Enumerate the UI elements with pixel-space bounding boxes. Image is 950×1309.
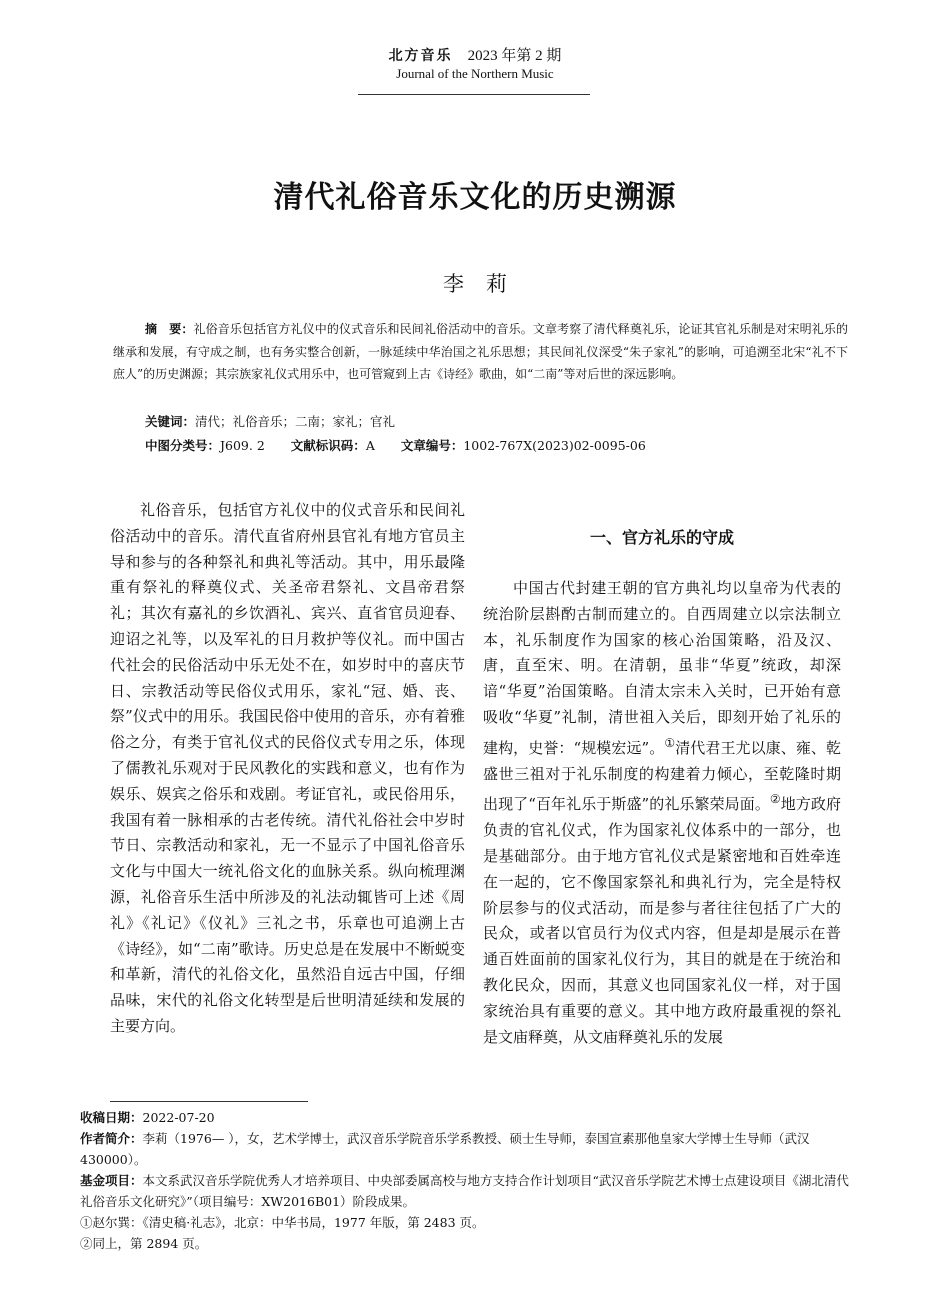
funding-text: 本文系武汉音乐学院优秀人才培养项目、中央部委属高校与地方支持合作计划项目“武汉音乐学院艺术博士点建设项目《湖北清代礼俗音乐文化研究》”（项目编号：XW2016B01）阶段成果。 <box>80 1173 849 1209</box>
funding <box>80 1170 850 1212</box>
abstract <box>113 318 848 386</box>
footnote-ref-2[interactable]: ② <box>769 792 781 807</box>
paragraph-text: 清代君王尤以康、雍、乾盛世三祖对于礼乐制度的构建着力倾心，至乾隆时期出现了“百年礼乐于斯盛”的礼乐繁荣局面。 <box>483 738 841 814</box>
doc-code-value: A <box>365 438 375 453</box>
abstract-text: 礼俗音乐包括官方礼仪中的仪式音乐和民间礼俗活动中的音乐。文章考察了清代释奠礼乐，论证其官礼乐制是对宋明礼乐的继承和发展，有守成之制，也有务实整合创新，一脉延续中华治国之礼乐思想；其民间礼仪深受“朱子家礼”的影响，可追溯至北宋“礼不下庶人”的历史渊源；其宗族家礼仪式用乐中，也可管窥到上古《诗经》歌曲，如“二南”等对后世的深远影响。 <box>113 322 848 381</box>
section-heading: 一、官方礼乐的守成 <box>589 528 734 547</box>
doc-code-label: 文献标识码： <box>290 438 366 453</box>
author-name: 李莉 <box>443 272 529 296</box>
received-value: 2022-07-20 <box>142 1110 215 1125</box>
paragraph-text: 中国古代封建王朝的官方典礼均以皇帝为代表的统治阶层斟酌古制而建立的。自西周建立以宗法制立本，礼乐制度作为国家的核心治国策略，沿及汉、唐，直至宋、明。在清朝，虽非“华夏”统政，却深谙“华夏”治国策略。自清太宗未入关时，已开始有意吸收“华夏”礼制，清世祖入关后，即刻开始了礼乐的建构，史誉：“规模宏远”。 <box>483 579 841 757</box>
article-number-label: 文章编号： <box>400 438 464 453</box>
abstract-label: 摘 要： <box>145 322 194 336</box>
right-column <box>483 576 841 1050</box>
author-bio-text: 李莉（1976— ），女，艺术学博士，武汉音乐学院音乐学系教授、硕士生导师，泰国宣素那他皇家大学博士生导师（武汉 430000）。 <box>80 1131 810 1167</box>
footnote-divider <box>110 1101 308 1102</box>
left-column <box>110 498 465 1040</box>
paragraph-text: 地方政府负责的官礼仪式，作为国家礼仪体系中的一部分，也是基础部分。由于地方官礼仪式是紧密地和百姓牵连在一起的，它不像国家祭礼和典礼行为，完全是特权阶层参与的仪式活动，而是参与者往往包括了广大的民众，或者以官员行为仪式内容，但是却是展示在普通百姓面前的国家礼仪行为，其目的就是在于统治和教化民众，因而，其意义也同国家礼仪一样，对于国家统治具有重要的意义。其中地方政府最重视的祭礼是文庙释奠，从文庙释奠礼乐的发展 <box>483 795 841 1046</box>
clc-value: J609. 2 <box>220 438 265 453</box>
classification-line <box>145 436 646 454</box>
clc-label: 中图分类号： <box>145 438 221 453</box>
header-divider <box>358 94 590 95</box>
journal-name-cn: 北方音乐 <box>388 48 453 64</box>
keywords <box>145 412 395 430</box>
footnote-1: ①赵尔巽：《清史稿·礼志》，北京：中华书局，1977 年版，第 2483 页。 <box>80 1215 485 1230</box>
issue-number: 2023 年第 2 期 <box>467 48 562 64</box>
journal-name-en: Journal of the Northern Music <box>396 66 554 81</box>
footnote-2: ②同上，第 2894 页。 <box>80 1236 208 1251</box>
author-bio-label: 作者简介： <box>80 1131 143 1146</box>
body-paragraph: 礼俗音乐，包括官方礼仪中的仪式音乐和民间礼俗活动中的音乐。清代直省府州县官礼有地方官员主导和参与的各种祭礼和典礼等活动。其中，用乐最隆重有祭礼的释奠仪式、关圣帝君祭礼、文昌帝君祭礼；其次有嘉礼的乡饮酒礼、宾兴、直省官员迎春、迎诏之礼等，以及军礼的日月救护等仪礼。而中国古代社会的民俗活动中乐无处不在，如岁时中的喜庆节日、宗教活动等民俗仪式用乐，家礼“冠、婚、丧、祭”仪式中的用乐。我国民俗中使用的音乐，亦有着雅俗之分，有类于官礼仪式的民俗仪式专用之乐，体现了儒教礼乐观对于民风教化的实践和意义，也有作为娱乐、娱宾之俗乐和戏剧。考证官礼，或民俗用乐，我国有着一脉相承的古老传统。清代礼俗社会中岁时节日、宗教活动和家礼，无一不显示了中国礼俗音乐文化与中国大一统礼俗文化的血脉关系。纵向梳理渊源，礼俗音乐生活中所涉及的礼法动辄皆可上述《周礼》《礼记》《仪礼》三礼之书，乐章也可追溯上古《诗经》，如“二南”歌诗。历史总是在发展中不断蜕变和革新，清代的礼俗文化，虽然沿自远古中国，仔细品味，宋代的礼俗文化转型是后世明清延续和发展的主要方向。 <box>110 501 465 1035</box>
footnote-ref-1[interactable]: ① <box>664 735 676 750</box>
running-header <box>0 44 950 82</box>
article-title: 清代礼俗音乐文化的历史溯源 <box>273 180 677 215</box>
keywords-text: 清代；礼俗音乐；二南；家礼；官礼 <box>195 414 396 429</box>
journal-header-line <box>0 44 950 65</box>
footnotes <box>80 1107 850 1254</box>
body-paragraph <box>483 576 841 1050</box>
funding-label: 基金项目： <box>80 1173 143 1188</box>
received-date <box>80 1107 850 1128</box>
keywords-label: 关键词： <box>145 414 196 429</box>
author-bio <box>80 1128 850 1170</box>
received-label: 收稿日期： <box>80 1110 143 1125</box>
article-number-value: 1002-767X(2023)02-0095-06 <box>463 438 646 453</box>
